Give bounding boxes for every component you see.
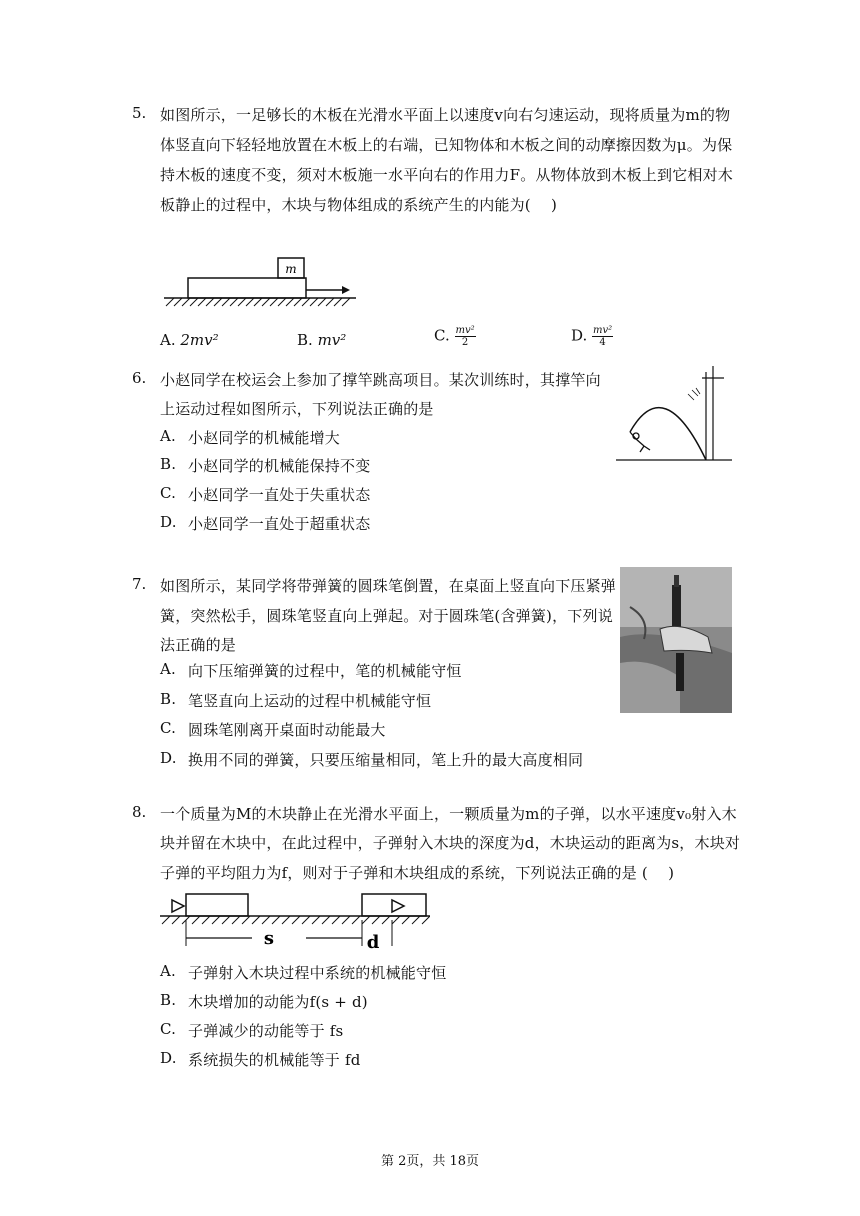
option-b: B. bbox=[160, 991, 177, 1009]
bullet-block-figure bbox=[160, 890, 430, 952]
pen-lower bbox=[676, 653, 684, 691]
question-text-line: 子弹的平均阻力为f，则对于子弹和木块组成的系统，下列说法正确的是 ( ) bbox=[160, 864, 675, 882]
pole-vault-figure bbox=[614, 364, 734, 478]
option-c: C. bbox=[160, 719, 177, 737]
motion-lines bbox=[688, 388, 700, 400]
option-a: A. bbox=[160, 427, 177, 445]
option-c: C. $\frac{\text{mv²}}{2}$ bbox=[434, 325, 475, 348]
option-d: D. bbox=[160, 1049, 177, 1067]
option-b-text: 笔竖直向上运动的过程中机械能守恒 bbox=[188, 692, 432, 710]
option-c-text: 子弹减少的动能等于 fs bbox=[188, 1022, 344, 1040]
option-a: A. bbox=[160, 660, 177, 678]
option-d: D. bbox=[160, 513, 177, 531]
bent-pole bbox=[630, 408, 706, 460]
option-d-text: 小赵同学一直处于超重状态 bbox=[188, 515, 371, 533]
question-text-line: 小赵同学在校运会上参加了撑竿跳高项目。某次训练时，其撑竿向 bbox=[160, 371, 601, 389]
pen-tip bbox=[674, 575, 679, 587]
option-b-text: 小赵同学的机械能保持不变 bbox=[188, 457, 371, 475]
question-text-line: 块并留在木块中，在此过程中，子弹射入木块的深度为d，木块运动的距离为s，木块对 bbox=[160, 834, 741, 852]
question-number: 7. bbox=[132, 575, 147, 593]
block-initial bbox=[186, 894, 248, 916]
pen-body bbox=[672, 585, 681, 629]
board bbox=[188, 278, 306, 298]
bullet-final bbox=[392, 900, 404, 912]
vaulter-icon bbox=[630, 432, 650, 452]
question-text-line: 簧，突然松手，圆珠笔竖直向上弹起。对于圆珠笔(含弹簧)，下列说 bbox=[160, 607, 613, 625]
question-number: 8. bbox=[132, 803, 147, 821]
option-c: C. bbox=[160, 1020, 177, 1038]
option-c-text: 小赵同学一直处于失重状态 bbox=[188, 486, 371, 504]
pen-photo-figure bbox=[620, 567, 732, 713]
option-b: B. bbox=[160, 690, 177, 708]
question-text-line: 一个质量为M的木块静止在光滑水平面上，一颗质量为m的子弹，以水平速度v₀射入木 bbox=[160, 805, 737, 823]
option-c: C. bbox=[160, 484, 177, 502]
option-d: D. bbox=[160, 749, 177, 767]
d-label: d bbox=[366, 932, 380, 952]
s-label: s bbox=[263, 928, 275, 949]
option-a: A. 2mv² bbox=[160, 331, 219, 349]
option-b: B. mv² bbox=[297, 331, 347, 349]
bullet-initial bbox=[172, 900, 184, 912]
option-d: D. $\frac{\text{mv²}}{4}$ bbox=[571, 325, 613, 348]
ground-hatch bbox=[166, 298, 350, 306]
question-text-line: 持木板的速度不变，须对木板施一水平向右的作用力F。从物体放到木板上到它相对木 bbox=[160, 166, 734, 184]
block-final bbox=[362, 894, 426, 916]
question-text-line: 法正确的是 bbox=[160, 636, 237, 654]
option-a-text: 向下压缩弹簧的过程中，笔的机械能守恒 bbox=[188, 662, 462, 680]
option-a: A. bbox=[160, 962, 177, 980]
option-c-text: 圆珠笔刚离开桌面时动能最大 bbox=[188, 721, 386, 739]
option-a-text: 子弹射入木块过程中系统的机械能守恒 bbox=[188, 964, 447, 982]
question-text-line: 板静止的过程中，木块与物体组成的系统产生的内能为( ) bbox=[160, 196, 558, 214]
ground-hatch bbox=[162, 916, 430, 924]
page-footer: 第 2页，共 18页 bbox=[380, 1154, 480, 1169]
option-d-text: 系统损失的机械能等于 fd bbox=[188, 1051, 361, 1069]
question-number: 5. bbox=[132, 104, 147, 122]
board-block-figure bbox=[160, 254, 360, 314]
question-text-line: 上运动过程如图所示，下列说法正确的是 bbox=[160, 400, 434, 418]
question-number: 6. bbox=[132, 369, 147, 387]
option-a-text: 小赵同学的机械能增大 bbox=[188, 429, 341, 447]
option-b-text: 木块增加的动能为f(s + d) bbox=[188, 993, 368, 1011]
option-d-text: 换用不同的弹簧，只要压缩量相同，笔上升的最大高度相同 bbox=[188, 751, 584, 769]
block-label: m bbox=[285, 262, 297, 276]
option-b: B. bbox=[160, 455, 177, 473]
question-text-line: 如图所示，一足够长的木板在光滑水平面上以速度v向右匀速运动，现将质量为m的物 bbox=[160, 106, 731, 124]
question-text-line: 如图所示，某同学将带弹簧的圆珠笔倒置，在桌面上竖直向下压紧弹 bbox=[160, 577, 617, 595]
question-text-line: 体竖直向下轻轻地放置在木板上的右端，已知物体和木板之间的动摩擦因数为μ。为保 bbox=[160, 136, 733, 154]
